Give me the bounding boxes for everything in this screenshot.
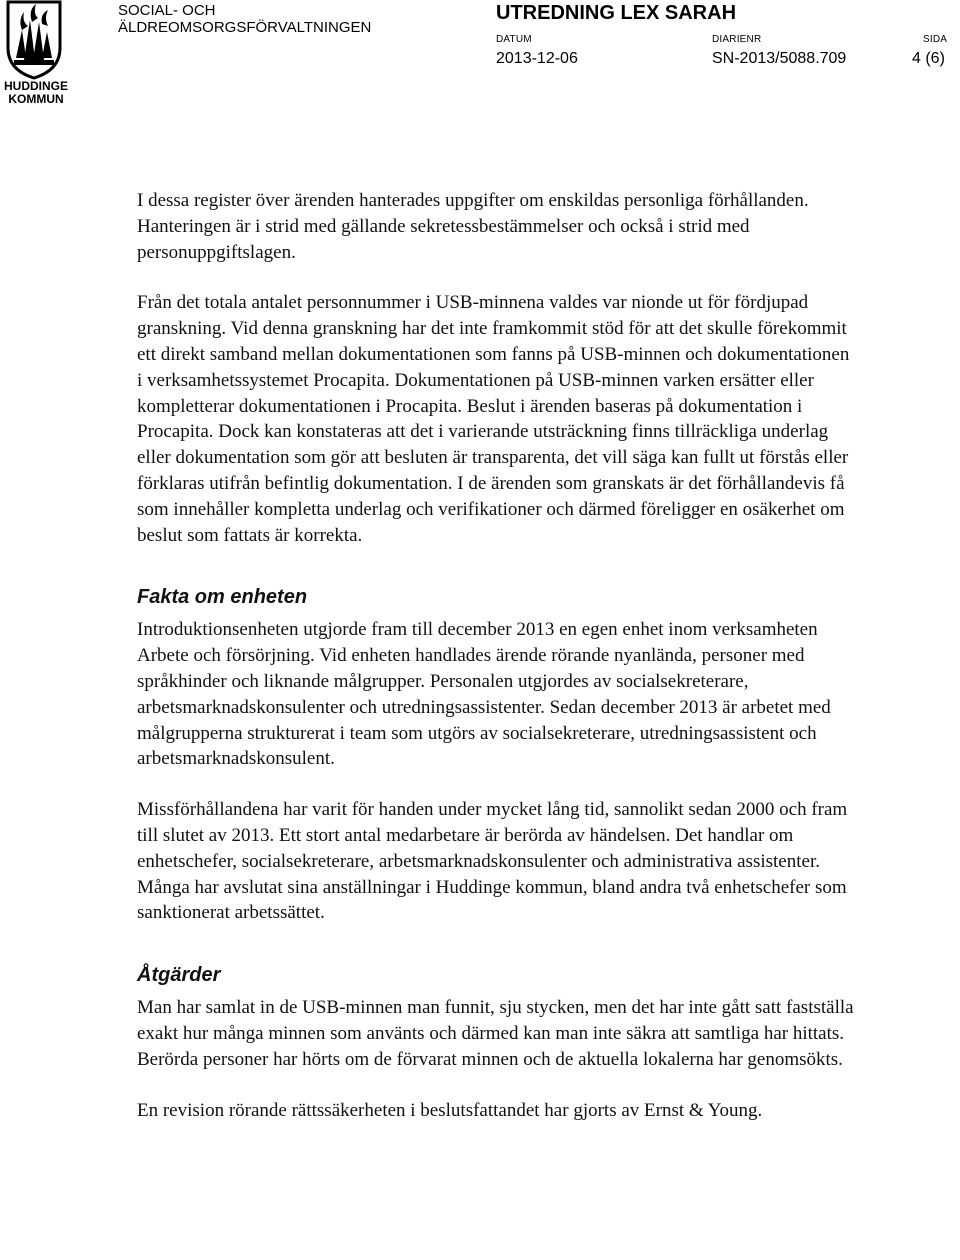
paragraph: Missförhållandena har varit för handen under mycket lång tid, sannolikt sedan 2000 och fram till slutet av 2013. Ett stort antal medarbetare är berörda av händelsen. Det handlar om enhetschefer, socialsekreterare, arbetsmarknadskonsulenter och administrativa assistenter. Många har avslutat sina anställningar i Huddinge kommun, bland andra två enhetschefer som sanktionerat arbetssättet. bbox=[137, 799, 848, 924]
page-value: 4 (6) bbox=[912, 50, 945, 67]
logo-text-line: HUDDINGE bbox=[3, 79, 68, 93]
department-name bbox=[118, 2, 371, 36]
section-heading: Åtgärder bbox=[137, 964, 221, 987]
document-title: UTREDNING LEX SARAH bbox=[496, 2, 737, 24]
paragraph: I dessa register över ärenden hanterades uppgifter om enskildas personliga förhållanden. Hanteringen är i strid med gällande sekretessbestämmelser och också i strid med personuppgiftslagen. bbox=[137, 190, 809, 263]
date-label: DATUM bbox=[496, 34, 532, 45]
diarienr-value: SN-2013/5088.709 bbox=[712, 50, 847, 67]
paragraph: En revision rörande rättssäkerheten i beslutsfattandet har gjorts av Ernst & Young. bbox=[137, 1099, 763, 1121]
paragraph: Man har samlat in de USB-minnen man funnit, sju stycken, men det har inte gått satt fastställa exakt hur många minnen som använts och därmed kan man inte säkra att samtliga har hittats. Berörda personer har hörts om de förvarat minnen och de aktuella lokalerna har genomsökts. bbox=[137, 997, 854, 1070]
date-value: 2013-12-06 bbox=[496, 50, 578, 67]
paragraph: Introduktionsenheten utgjorde fram till december 2013 en egen enhet inom verksamheten Arbete och försörjning. Vid enheten handlades ärende rörande nyanlända, personer med språkhinder och liknande målgrupper. Personalen utgjordes av socialsekreterare, arbetsmarknadskonsulenter och utredningsassistenter. Sedan december 2013 är arbetet med målgrupperna strukturerat i team som utgörs av socialsekreterare, utredningsassistent och arbetsmarknadskonsulent. bbox=[137, 619, 831, 770]
department-line: ÄLDREOMSORGSFÖRVALTNINGEN bbox=[118, 19, 372, 36]
page-label: SIDA bbox=[923, 34, 948, 45]
department-line: SOCIAL- OCH bbox=[118, 2, 216, 19]
diarienr-label: DIARIENR bbox=[712, 34, 762, 45]
huddinge-logo bbox=[2, 0, 66, 108]
logo-text bbox=[2, 80, 70, 106]
document-body bbox=[137, 188, 857, 1123]
document-header bbox=[0, 0, 960, 110]
section-heading: Fakta om enheten bbox=[137, 586, 308, 609]
coat-of-arms-icon bbox=[2, 0, 66, 80]
logo-text-line: KOMMUN bbox=[8, 92, 64, 106]
paragraph: Från det totala antalet personnummer i USB-minnena valdes var nionde ut för fördjupad granskning. Vid denna granskning har det inte framkommit stöd för att det skulle förekommit ett direkt samband mellan dokumentationen som fanns på USB-minnen och dokumentationen i verksamhetssystemet Procapita. Dokumentationen på USB-minnen varken ersätter eller kompletterar dokumentationen i Procapita. Beslut i ärenden baseras på dokumentation i Procapita. Dock kan konstateras att det i varierande utsträckning finns tillräckliga underlag eller dokumentation som gör att besluten är transparenta, det vill säga kan fullt ut förstås eller förklaras utifrån befintlig dokumentation. I de ärenden som granskats är det förhållandevis få som innehåller kompletta underlag och verifikationer och därmed föreligger en osäkerhet om beslut som fattats är korrekta. bbox=[137, 292, 850, 546]
